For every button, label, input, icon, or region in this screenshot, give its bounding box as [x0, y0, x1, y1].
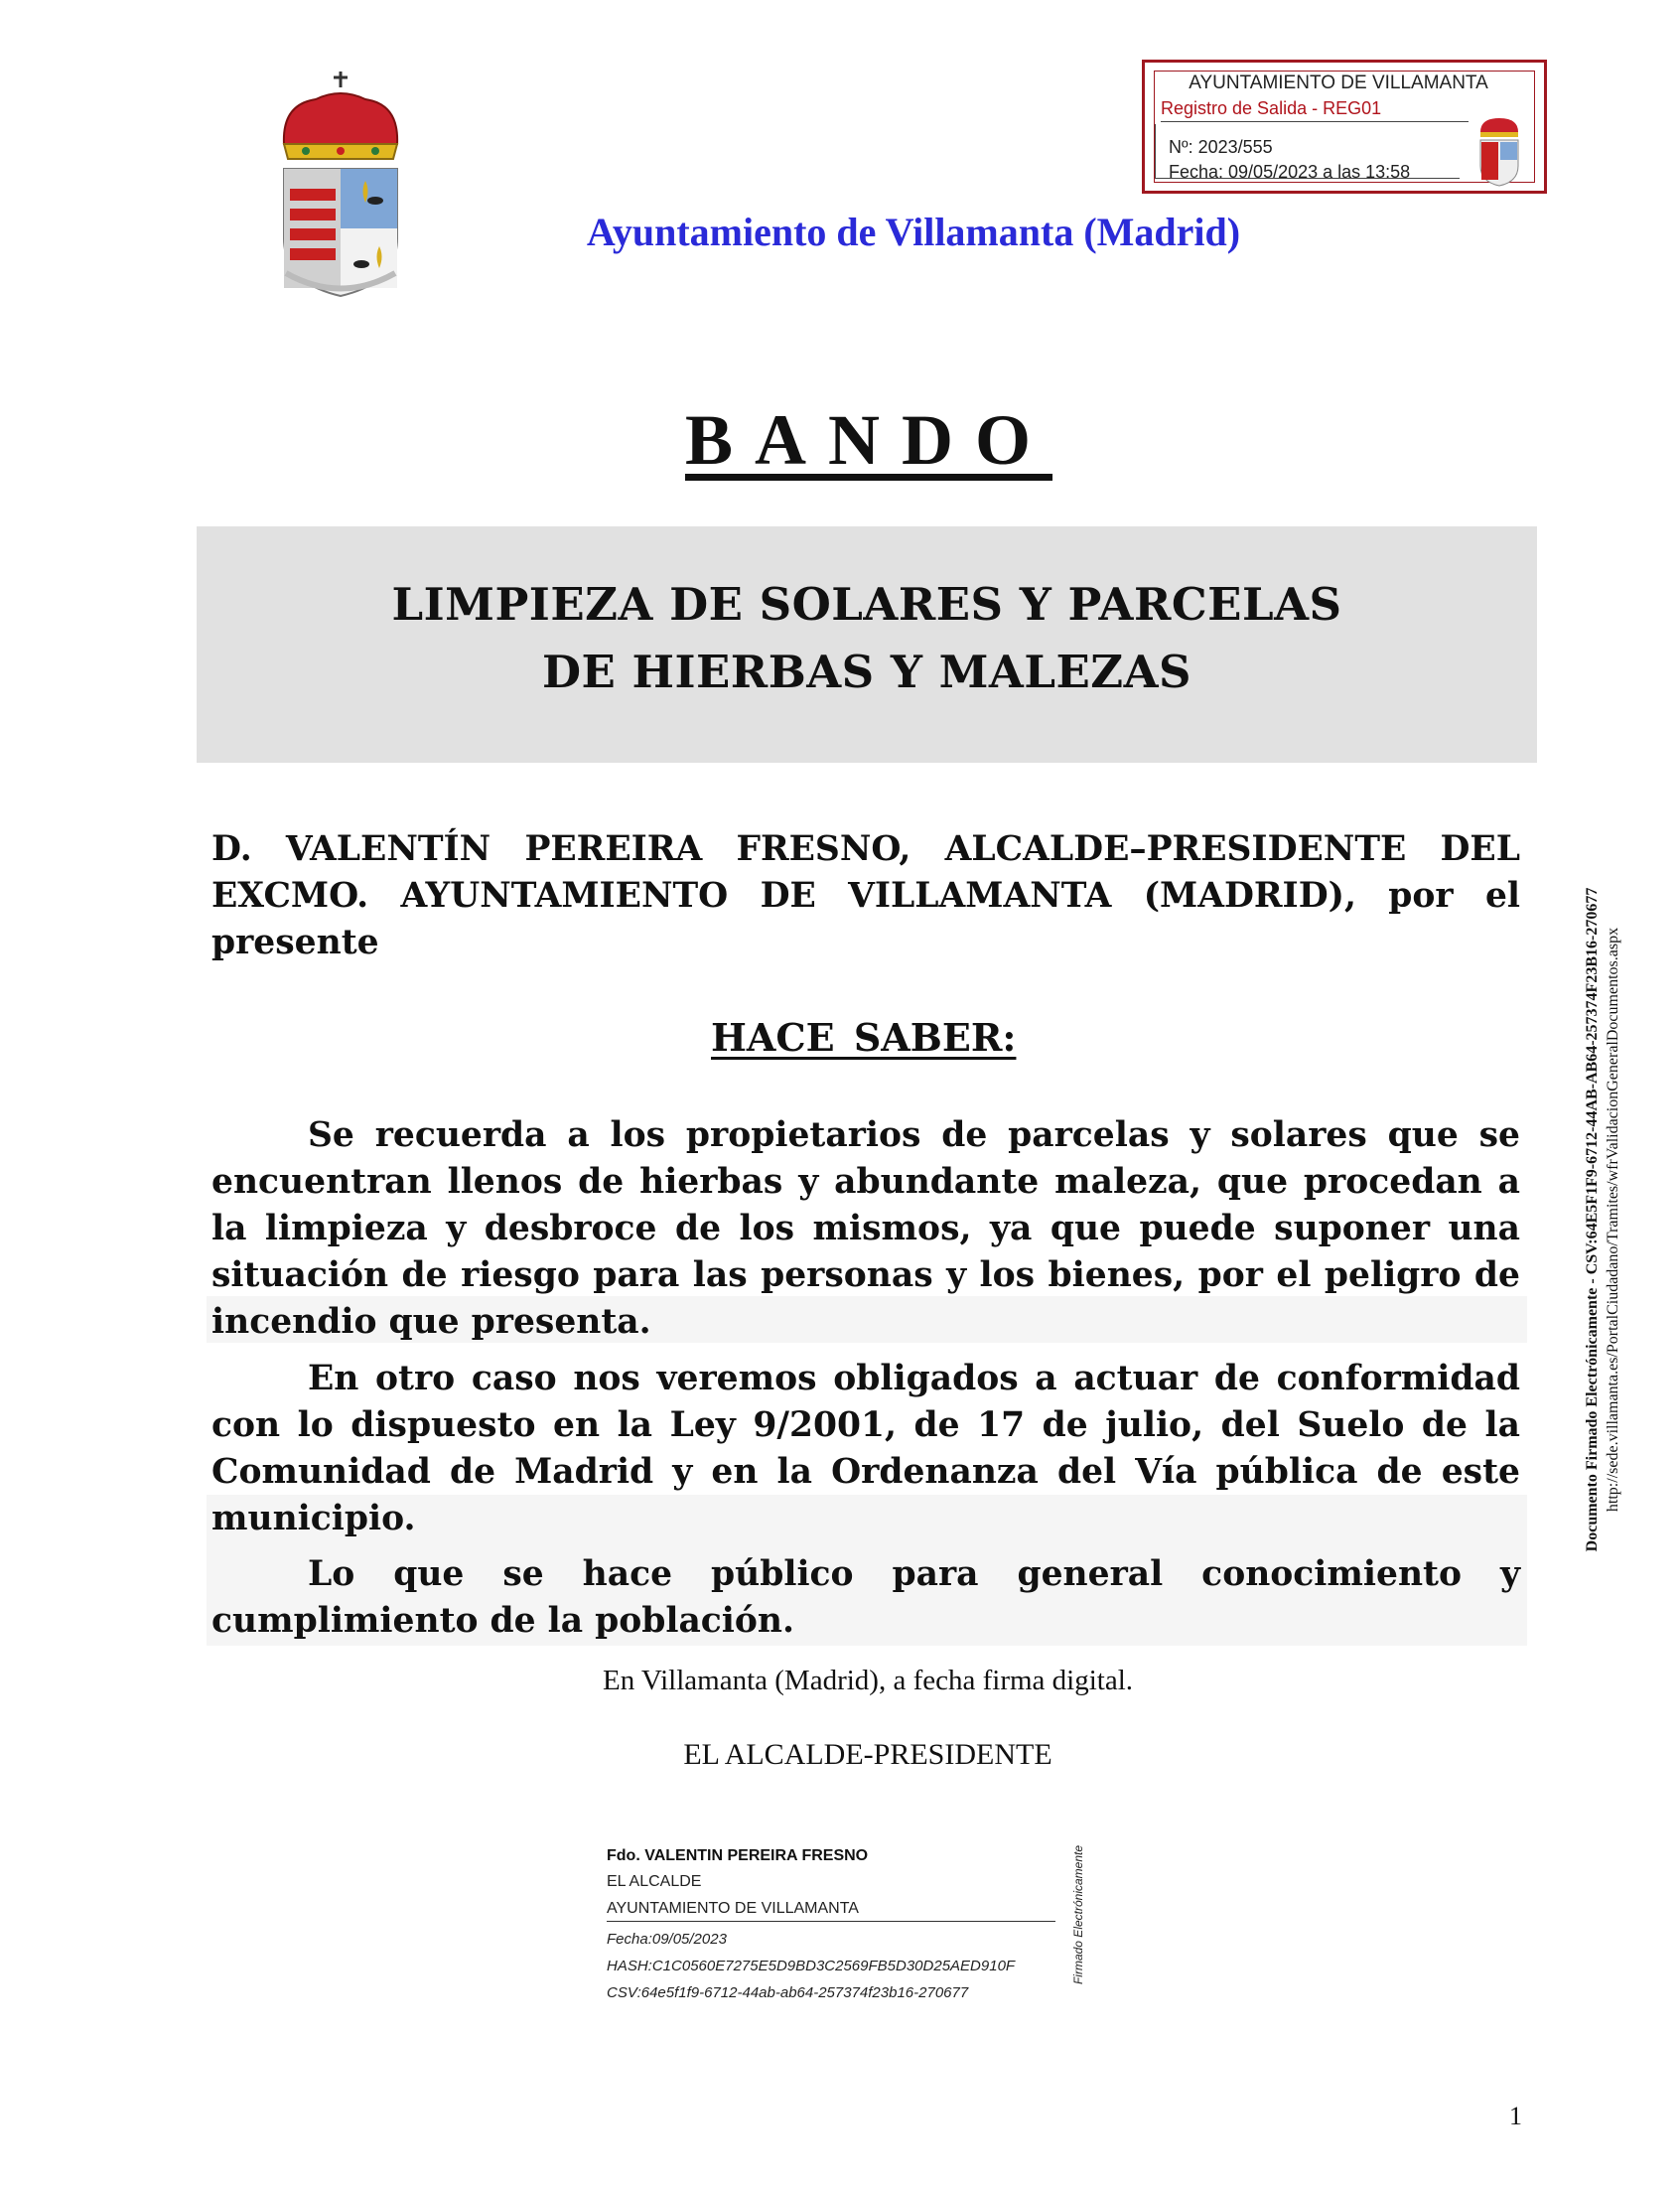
body-paragraph: En otro caso nos veremos obligados a actuar de conformidad con lo dispuesto en la Ley 9/2001, de 17 de julio, del Suelo de la Comunidad de Madrid y en la Ordenanza del Vía pública de este municipio.: [211, 1359, 1520, 1538]
stamp-number: Nº: 2023/555: [1169, 137, 1273, 157]
place-date-line: En Villamanta (Madrid), a fecha firma digital.: [602, 1665, 1134, 1696]
stamp-organization: AYUNTAMIENTO DE VILLAMANTA: [1189, 73, 1488, 93]
signature-vertical-label: Firmado Electrónicamente: [1071, 1844, 1085, 1985]
signature-organization: AYUNTAMIENTO DE VILLAMANTA: [607, 1900, 1055, 1922]
signer-role: EL ALCALDE-PRESIDENTE: [683, 1738, 1052, 1771]
subject-line-2: DE HIERBAS Y MALEZAS: [541, 646, 1192, 698]
coat-of-arms-icon: [276, 70, 405, 300]
signature-role: EL ALCALDE: [607, 1873, 702, 1890]
side-validation-url[interactable]: http://sede.villamanta.es/PortalCiudadano/Tramites/wfrValidacionGeneralDocumentos.aspx: [1605, 927, 1621, 1513]
signature-date: Fecha:09/05/2023: [607, 1931, 727, 1948]
body-paragraph: Lo que se hace público para general conocimiento y cumplimiento de la población.: [211, 1554, 1520, 1641]
registry-stamp: [1142, 60, 1547, 194]
side-csv-note: Documento Firmado Electrónicamente - CSV:64E5F1F9-6712-44AB-AB64-257374F23B16-270677: [1584, 887, 1601, 1552]
page-number: 1: [1509, 2102, 1522, 2130]
document-heading: BANDO: [685, 400, 1053, 480]
organization-title: Ayuntamiento de Villamanta (Madrid): [586, 210, 1241, 254]
announce-heading: HACE SABER:: [711, 1015, 1017, 1060]
stamp-crest-icon: [1476, 114, 1522, 188]
intro-paragraph: D. VALENTÍN PEREIRA FRESNO, ALCALDE–PRESIDENTE DEL EXCMO. AYUNTAMIENTO DE VILLAMANTA (MADRID), por el presente: [211, 829, 1520, 962]
body-paragraph: Se recuerda a los propietarios de parcelas y solares que se encuentran llenos de hierbas y abundante maleza, que procedan a la limpieza y desbroce de los mismos, ya que puede suponer una situación de riesgo para las personas y los bienes, por el peligro de incendio que presenta.: [211, 1115, 1520, 1342]
subject-line-1: LIMPIEZA DE SOLARES Y PARCELAS: [391, 578, 1342, 631]
subject-banner: [197, 526, 1537, 763]
stamp-register: Registro de Salida - REG01: [1161, 98, 1469, 122]
stamp-date: Fecha: 09/05/2023 a las 13:58: [1169, 162, 1411, 182]
signature-csv: CSV:64e5f1f9-6712-44ab-ab64-257374f23b16-270677: [607, 1984, 969, 2001]
signature-hash: HASH:C1C0560E7275E5D9BD3C2569FB5D30D25AED910F: [607, 1958, 1016, 1974]
signature-name: Fdo. VALENTIN PEREIRA FRESNO: [607, 1847, 869, 1864]
